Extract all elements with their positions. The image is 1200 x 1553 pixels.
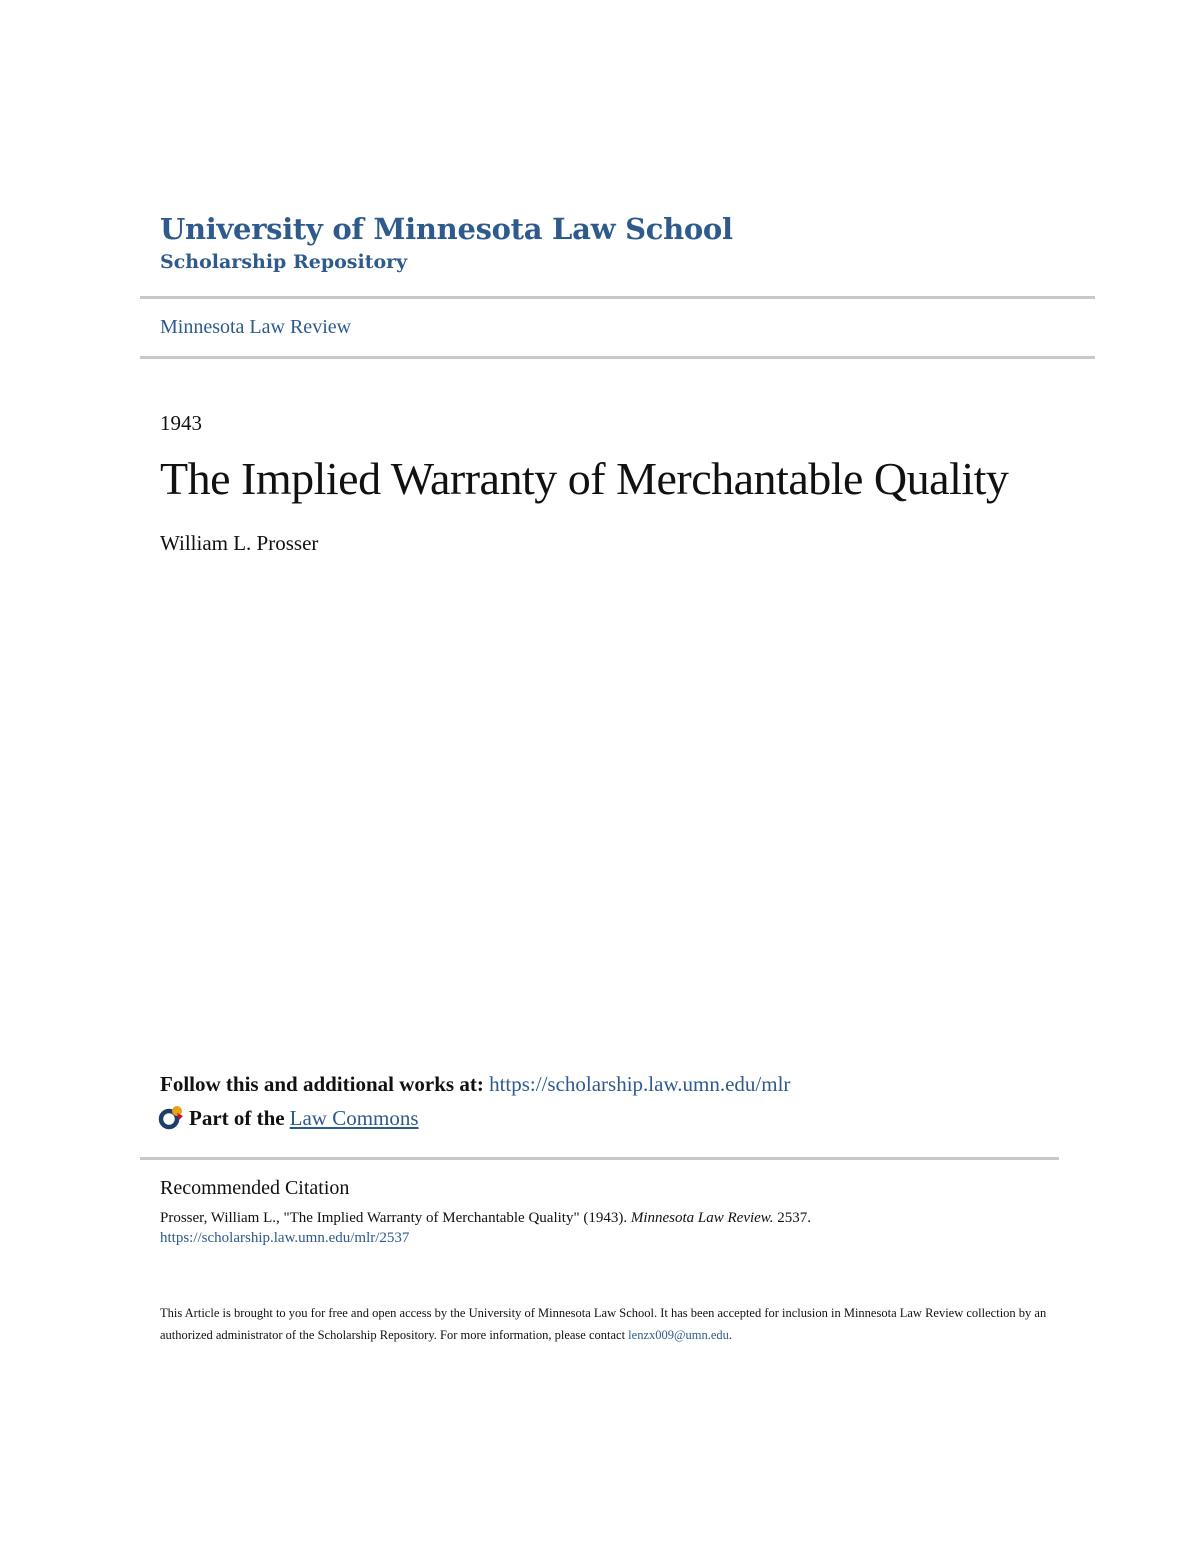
follow-url-link[interactable]: https://scholarship.law.umn.edu/mlr: [489, 1072, 791, 1096]
institution-name: University of Minnesota Law School: [160, 212, 733, 246]
part-of-line: [158, 1104, 419, 1132]
follow-label: Follow this and additional works at:: [160, 1072, 484, 1096]
divider-journal: [140, 356, 1095, 359]
divider-citation: [140, 1157, 1059, 1160]
follow-line: [160, 1072, 790, 1097]
access-note: [160, 1302, 1050, 1346]
citation-number: 2537.: [777, 1210, 811, 1226]
recommended-citation-heading: Recommended Citation: [160, 1177, 350, 1199]
publication-year: 1943: [160, 411, 202, 435]
journal-link[interactable]: Minnesota Law Review: [160, 316, 352, 338]
access-note-end: .: [728, 1328, 733, 1342]
citation-url-link[interactable]: https://scholarship.law.umn.edu/mlr/2537: [160, 1230, 410, 1246]
bepress-commons-icon: [158, 1104, 186, 1132]
part-of-label: Part of the: [189, 1105, 285, 1130]
contact-email-link[interactable]: lenzx009@umn.edu: [628, 1328, 729, 1342]
divider-top: [140, 296, 1095, 299]
citation-main: Prosser, William L., "The Implied Warranty of Merchantable Quality" (1943).: [160, 1210, 628, 1226]
article-author: William L. Prosser: [160, 531, 319, 555]
citation-text: [160, 1210, 811, 1227]
article-title: The Implied Warranty of Merchantable Quality: [160, 453, 1009, 504]
access-note-text: This Article is brought to you for free and open access by the University of Minnesota Law School. It has been accepted for inclusion in Minnesota Law Review collection by an authorized administrator of the Scholarship Repository. For more information, please contact: [160, 1306, 1047, 1342]
law-commons-link[interactable]: Law Commons: [289, 1105, 419, 1130]
repository-name: Scholarship Repository: [160, 251, 408, 273]
citation-journal: Minnesota Law Review.: [630, 1210, 774, 1226]
